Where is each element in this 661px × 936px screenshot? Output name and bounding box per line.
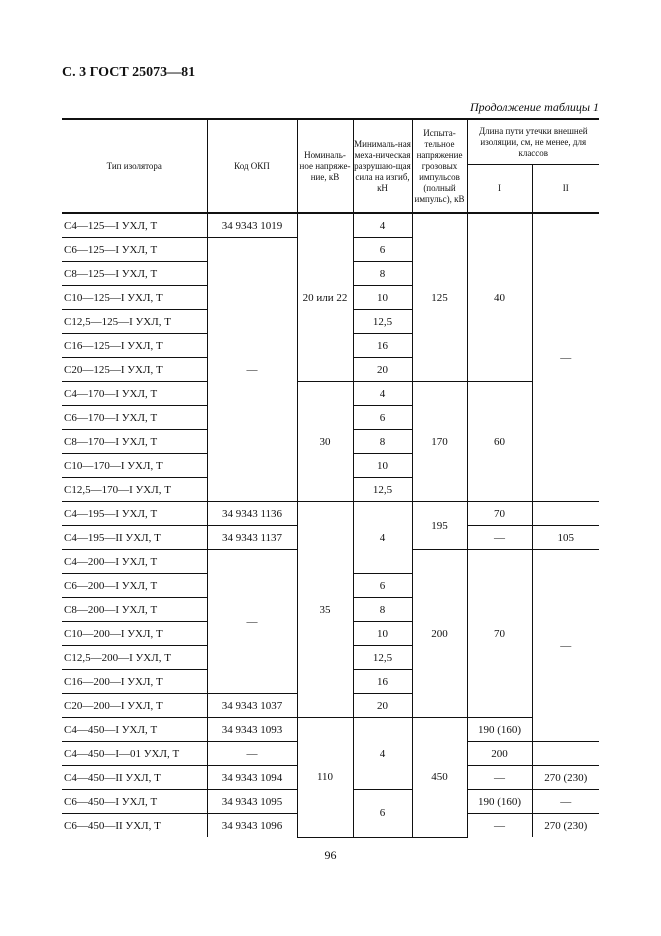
cell-impulse: 450 <box>412 718 467 838</box>
cell-type: С4—195—II УХЛ, Т <box>62 526 207 550</box>
cell-type: С6—125—I УХЛ, Т <box>62 238 207 262</box>
cell-voltage: 110 <box>297 718 353 838</box>
cell-type: С12,5—200—I УХЛ, Т <box>62 646 207 670</box>
cell-force: 4 <box>353 502 412 574</box>
cell-type: С10—125—I УХЛ, Т <box>62 286 207 310</box>
table-row <box>62 718 599 742</box>
table-row <box>62 213 599 238</box>
cell-code: — <box>207 238 297 502</box>
cell-type: С16—125—I УХЛ, Т <box>62 334 207 358</box>
cell-class-2 <box>532 502 599 526</box>
cell-code: 34 9343 1137 <box>207 526 297 550</box>
cell-type: С16—200—I УХЛ, Т <box>62 670 207 694</box>
cell-class-1: 190 (160) <box>467 718 532 742</box>
cell-class-1: 40 <box>467 213 532 382</box>
cell-code: 34 9343 1037 <box>207 694 297 718</box>
cell-force: 20 <box>353 358 412 382</box>
cell-class-2: 270 (230) <box>532 814 599 838</box>
cell-class-2: — <box>532 550 599 742</box>
header-class-2: II <box>532 165 599 214</box>
header-code: Код ОКП <box>207 119 297 213</box>
cell-class-1: 200 <box>467 742 532 766</box>
cell-type: С12,5—170—I УХЛ, Т <box>62 478 207 502</box>
cell-force: 12,5 <box>353 478 412 502</box>
cell-class-2 <box>532 742 599 766</box>
cell-type: С6—450—I УХЛ, Т <box>62 790 207 814</box>
cell-class-1: — <box>467 526 532 550</box>
cell-voltage: 20 или 22 <box>297 213 353 382</box>
cell-force: 4 <box>353 718 412 790</box>
cell-force: 8 <box>353 262 412 286</box>
cell-code: 34 9343 1095 <box>207 790 297 814</box>
cell-type: С8—200—I УХЛ, Т <box>62 598 207 622</box>
cell-class-2: — <box>532 213 599 502</box>
cell-code: 34 9343 1019 <box>207 213 297 238</box>
cell-type: С20—125—I УХЛ, Т <box>62 358 207 382</box>
cell-type: С6—450—II УХЛ, Т <box>62 814 207 838</box>
cell-force: 20 <box>353 694 412 718</box>
header-type: Тип изолятора <box>62 119 207 213</box>
cell-force: 10 <box>353 286 412 310</box>
cell-type: С8—125—I УХЛ, Т <box>62 262 207 286</box>
cell-type: С4—450—I УХЛ, Т <box>62 718 207 742</box>
cell-force: 10 <box>353 622 412 646</box>
cell-code: 34 9343 1136 <box>207 502 297 526</box>
cell-impulse: 125 <box>412 213 467 382</box>
cell-type: С4—170—I УХЛ, Т <box>62 382 207 406</box>
cell-type: С4—450—I—01 УХЛ, Т <box>62 742 207 766</box>
insulator-table <box>62 118 599 838</box>
cell-class-1: 70 <box>467 550 532 718</box>
table-header-row <box>62 119 599 165</box>
cell-type: С6—200—I УХЛ, Т <box>62 574 207 598</box>
cell-class-2: 270 (230) <box>532 766 599 790</box>
cell-code: — <box>207 550 297 694</box>
cell-code: — <box>207 742 297 766</box>
cell-force: 6 <box>353 238 412 262</box>
table-continuation-note: Продолжение таблицы 1 <box>469 100 599 114</box>
header-force: Минималь-ная меха-ническая разрушаю-щая сила на изгиб, кН <box>353 119 412 213</box>
cell-force: 4 <box>353 382 412 406</box>
header-class-1: I <box>467 165 532 214</box>
cell-class-1: — <box>467 814 532 838</box>
cell-class-2: — <box>532 790 599 814</box>
cell-impulse: 195 <box>412 502 467 550</box>
table-row <box>62 382 599 406</box>
cell-force: 6 <box>353 406 412 430</box>
cell-type: С6—170—I УХЛ, Т <box>62 406 207 430</box>
cell-impulse: 200 <box>412 550 467 718</box>
cell-force: 4 <box>353 213 412 238</box>
header-voltage: Номиналь-ное напряже-ние, кВ <box>297 119 353 213</box>
cell-type: С8—170—I УХЛ, Т <box>62 430 207 454</box>
cell-type: С4—125—I УХЛ, Т <box>62 213 207 238</box>
cell-code: 34 9343 1093 <box>207 718 297 742</box>
cell-type: С10—170—I УХЛ, Т <box>62 454 207 478</box>
cell-force: 8 <box>353 430 412 454</box>
cell-type: С4—200—I УХЛ, Т <box>62 550 207 574</box>
cell-impulse: 170 <box>412 382 467 502</box>
cell-force: 6 <box>353 790 412 838</box>
cell-voltage: 30 <box>297 382 353 502</box>
cell-force: 12,5 <box>353 310 412 334</box>
cell-force: 16 <box>353 334 412 358</box>
header-creepage: Длина пути утечки внешней изоляции, см, не менее, для классов <box>467 119 599 165</box>
cell-class-1: 70 <box>467 502 532 526</box>
cell-force: 10 <box>353 454 412 478</box>
cell-force: 16 <box>353 670 412 694</box>
page-number: 96 <box>324 848 337 862</box>
header-impulse: Испыта-тельное напряжение грозовых импульсов (полный импульс), кВ <box>412 119 467 213</box>
cell-force: 8 <box>353 598 412 622</box>
table-row <box>62 502 599 526</box>
cell-class-1: 190 (160) <box>467 790 532 814</box>
cell-class-1: — <box>467 766 532 790</box>
cell-voltage: 35 <box>297 502 353 718</box>
cell-force: 6 <box>353 574 412 598</box>
cell-type: С10—200—I УХЛ, Т <box>62 622 207 646</box>
cell-code: 34 9343 1096 <box>207 814 297 838</box>
cell-force: 12,5 <box>353 646 412 670</box>
page-header: С. 3 ГОСТ 25073—81 <box>62 65 196 80</box>
cell-code: 34 9343 1094 <box>207 766 297 790</box>
cell-type: С4—195—I УХЛ, Т <box>62 502 207 526</box>
cell-class-1: 60 <box>467 382 532 502</box>
cell-type: С20—200—I УХЛ, Т <box>62 694 207 718</box>
cell-type: С12,5—125—I УХЛ, Т <box>62 310 207 334</box>
cell-class-2: 105 <box>532 526 599 550</box>
cell-type: С4—450—II УХЛ, Т <box>62 766 207 790</box>
